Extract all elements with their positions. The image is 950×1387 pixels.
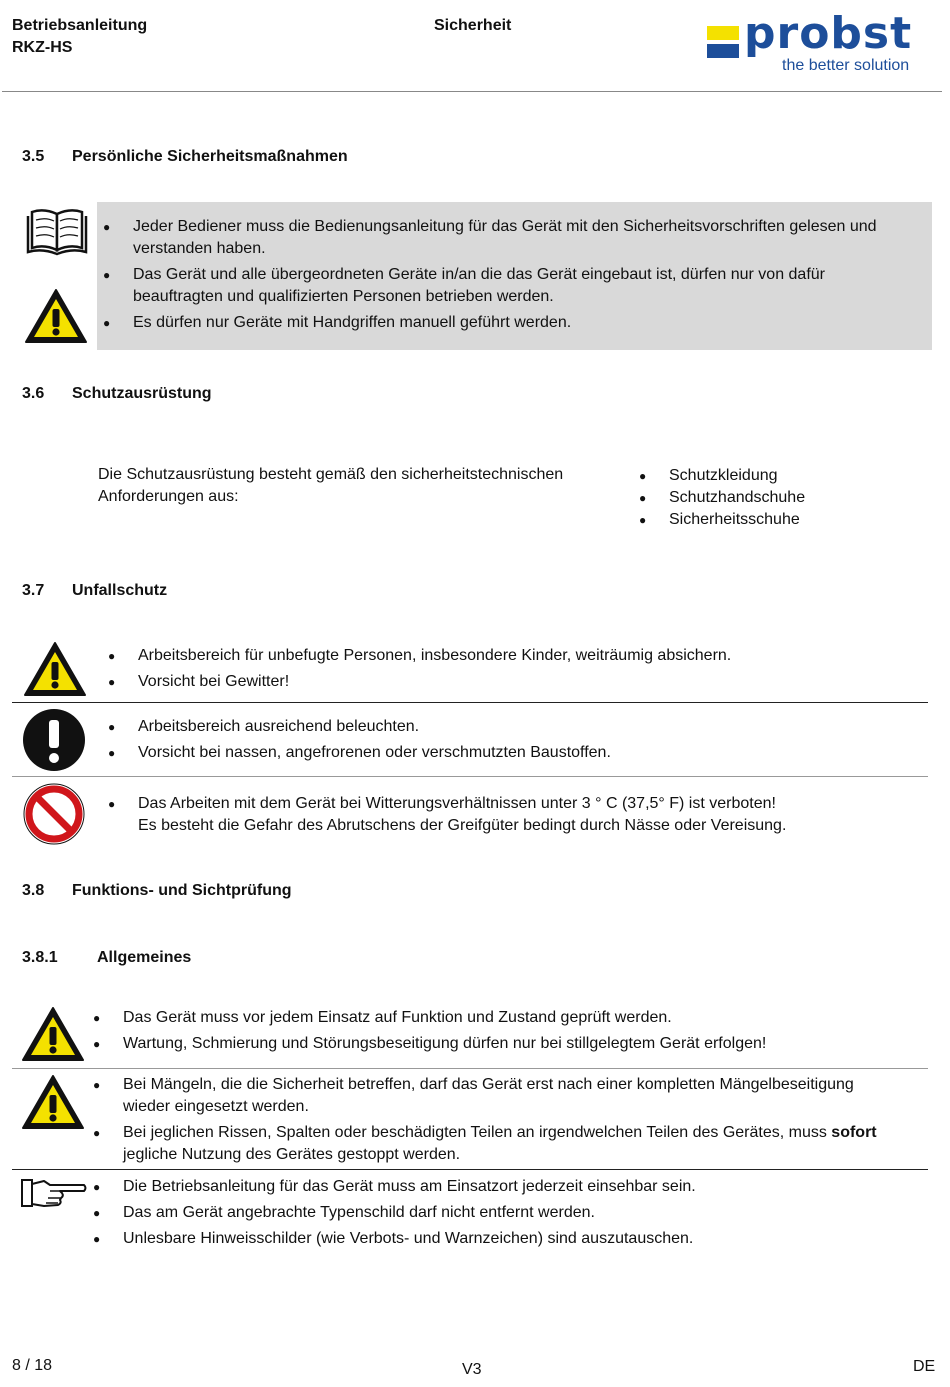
safety-notice-box xyxy=(97,202,932,350)
temperature-warning xyxy=(102,793,922,837)
stop-use-text-a: Bei jeglichen Rissen, Spalten oder beschädigten Teilen an irgendwelchen Teilen des Gerätes, muss xyxy=(123,1124,832,1141)
list-item: ● Schutzhandschuhe xyxy=(633,487,913,509)
warning-triangle-icon xyxy=(22,640,88,698)
logo-word: probst xyxy=(744,8,913,59)
list-item: ● Arbeitsbereich ausreichend beleuchten. xyxy=(102,716,922,738)
list-item: ● Sicherheitsschuhe xyxy=(633,509,913,531)
header-model: RKZ-HS xyxy=(12,39,73,56)
section-number-3-8-1: 3.8.1 xyxy=(22,949,58,966)
page-number: 8 / 18 xyxy=(12,1357,53,1374)
list-item: ● Unlesbare Hinweisschilder (wie Verbots- und Warnzeichen) sind auszutauschen. xyxy=(87,1228,927,1250)
list-item: ● Das Gerät und alle übergeordneten Geräte in/an die das Gerät eingebaut ist, dürfen nur von dafür beauftragten und qualifizierten Personen betrieben werden. xyxy=(97,264,907,308)
list-item: ● Schutzkleidung xyxy=(633,465,913,487)
divider xyxy=(12,776,928,777)
stop-use-text-b: jegliche Nutzung des Gerätes gestoppt werden. xyxy=(123,1146,461,1163)
header-divider xyxy=(2,91,942,92)
temperature-warning-line1: Das Arbeiten mit dem Gerät bei Witterungsverhältnissen unter 3 ° C (37,5° F) ist verboten! xyxy=(138,795,776,812)
section-title-3-5: Persönliche Sicherheitsmaßnahmen xyxy=(72,148,348,165)
warning-triangle-icon xyxy=(20,1073,86,1131)
section-number-3-8: 3.8 xyxy=(22,882,45,899)
list-item: ● Vorsicht bei nassen, angefrorenen oder verschmutzten Baustoffen. xyxy=(102,742,922,764)
header-chapter: Sicherheit xyxy=(434,17,512,34)
section-number-3-7: 3.7 xyxy=(22,582,45,599)
mandatory-exclamation-icon xyxy=(22,708,86,772)
version-label: V3 xyxy=(462,1361,482,1378)
pointing-hand-icon xyxy=(20,1176,88,1210)
list-item: ● Bei Mängeln, die die Sicherheit betreffen, darf das Gerät erst nach einer kompletten Mängelbeseitigung wieder eingesetzt werden. xyxy=(87,1074,902,1118)
probst-logo xyxy=(704,8,934,78)
warning-triangle-icon xyxy=(23,287,89,345)
book-icon xyxy=(24,206,90,258)
list-item: ● Vorsicht bei Gewitter! xyxy=(102,671,922,693)
list-item: ● Es dürfen nur Geräte mit Handgriffen manuell geführt werden. xyxy=(97,312,907,334)
list-item: ● Wartung, Schmierung und Störungsbeseitigung dürfen nur bei stillgelegtem Gerät erfolgen! xyxy=(87,1033,927,1055)
temperature-warning-line2: Es besteht die Gefahr des Abrutschens der Greifgüter bedingt durch Nässe oder Vereisung. xyxy=(138,817,787,834)
divider xyxy=(12,702,928,703)
section-title-3-7: Unfallschutz xyxy=(72,582,168,599)
list-item: ● Die Betriebsanleitung für das Gerät muss am Einsatzort jederzeit einsehbar sein. xyxy=(87,1176,927,1198)
list-item: ● Das Gerät muss vor jedem Einsatz auf Funktion und Zustand geprüft werden. xyxy=(87,1007,927,1029)
section-title-3-8: Funktions- und Sichtprüfung xyxy=(72,882,292,899)
logo-blue-bar xyxy=(707,44,739,58)
prohibition-icon xyxy=(22,782,86,846)
section-number-3-5: 3.5 xyxy=(22,148,45,165)
header-doc-type: Betriebsanleitung xyxy=(12,17,148,34)
list-item: ● Arbeitsbereich für unbefugte Personen, insbesondere Kinder, weiträumig absichern. xyxy=(102,645,922,667)
language-label: DE xyxy=(913,1358,936,1375)
section-number-3-6: 3.6 xyxy=(22,385,45,402)
divider xyxy=(12,1068,928,1069)
logo-yellow-bar xyxy=(707,26,739,40)
stop-use-emphasis: sofort xyxy=(831,1124,877,1141)
list-item xyxy=(87,1122,902,1166)
logo-tagline: the better solution xyxy=(782,57,910,74)
list-item: ● Das am Gerät angebrachte Typenschild darf nicht entfernt werden. xyxy=(87,1202,927,1224)
bullet-icon: ● xyxy=(108,797,116,811)
section-title-3-6: Schutzausrüstung xyxy=(72,385,212,402)
section-title-3-8-1: Allgemeines xyxy=(97,949,192,966)
warning-triangle-icon xyxy=(20,1005,86,1063)
protective-equipment-intro: Die Schutzausrüstung besteht gemäß den sicherheitstechnischen Anforderungen aus: xyxy=(98,466,564,505)
divider xyxy=(12,1169,928,1170)
list-item: ● Jeder Bediener muss die Bedienungsanleitung für das Gerät mit den Sicherheitsvorschriften gelesen und verstanden haben. xyxy=(97,216,907,260)
